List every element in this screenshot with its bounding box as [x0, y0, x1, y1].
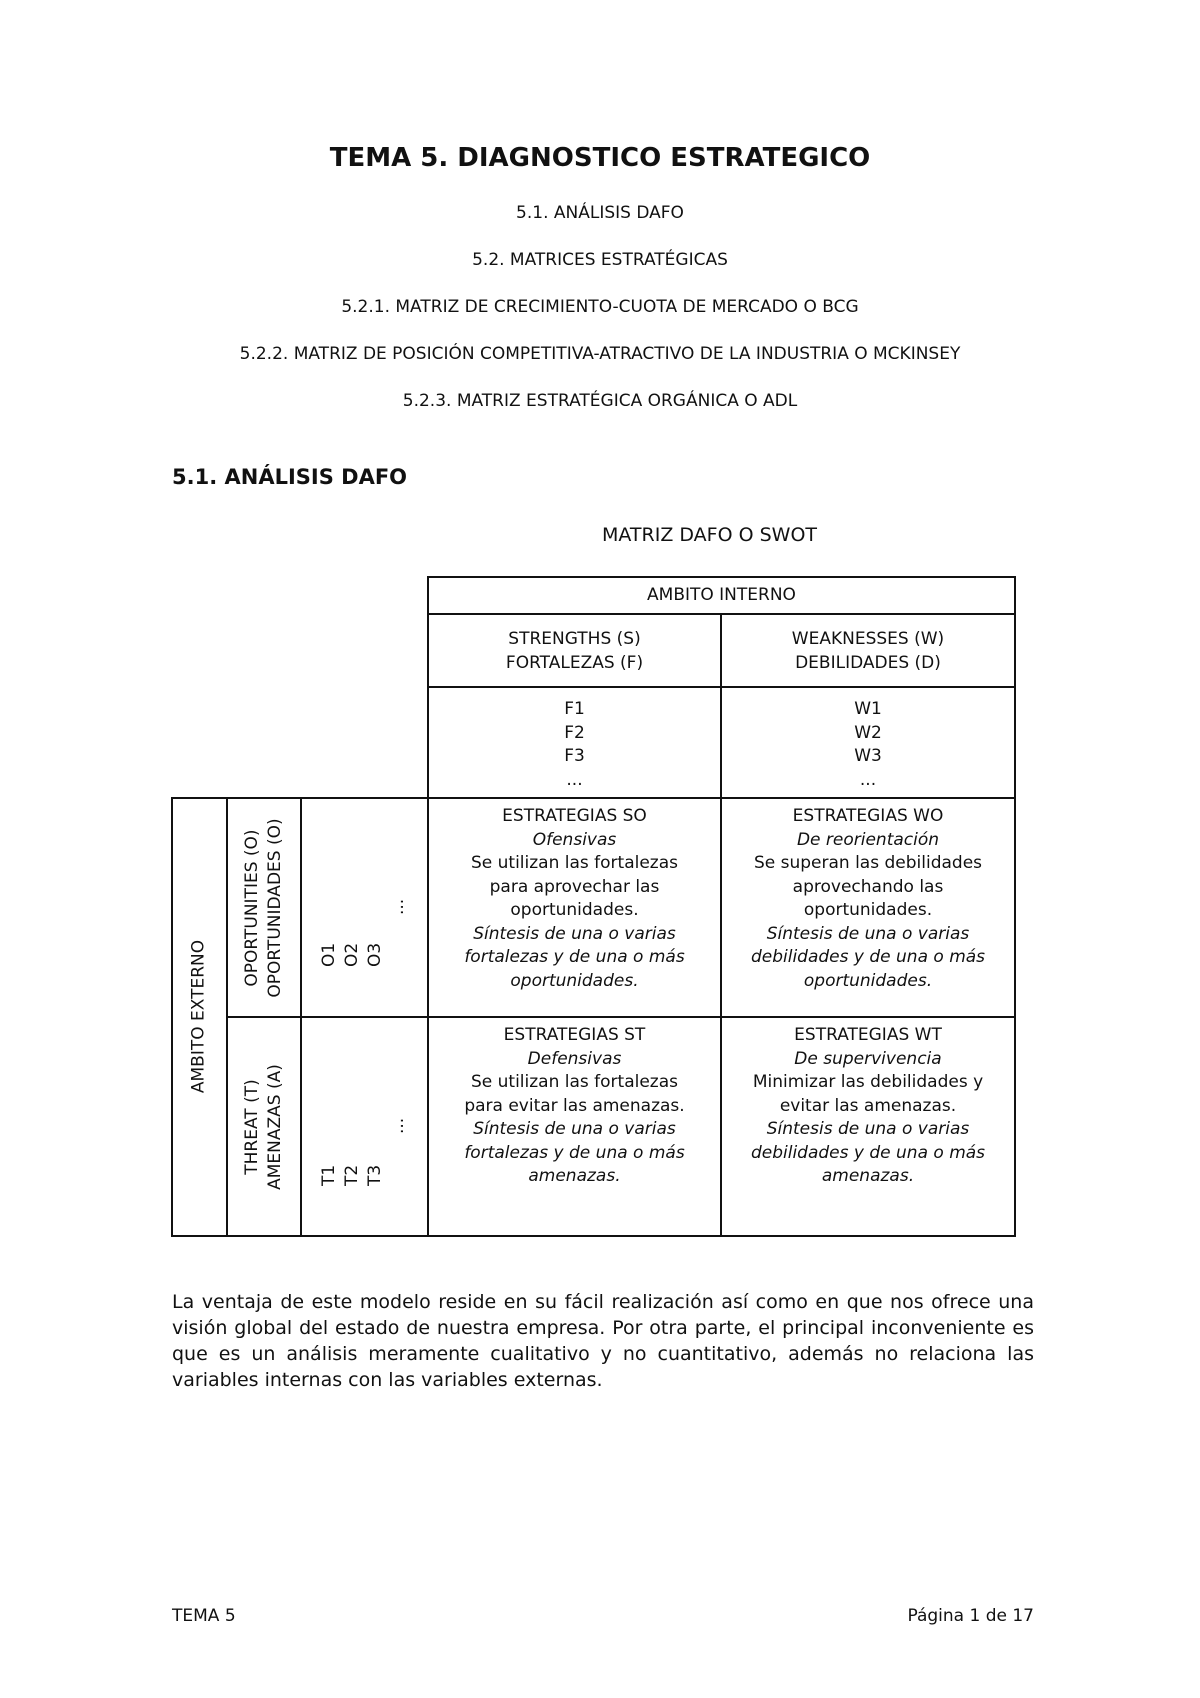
matrix-title: MATRIZ DAFO O SWOT: [602, 524, 818, 546]
list-item: ...: [388, 1117, 408, 1134]
opportunities-list: [318, 847, 410, 967]
strategy-title: ESTRATEGIAS WO: [792, 806, 944, 826]
body-paragraph: La ventaja de este modelo reside en su fácil realización así como en que nos ofrece una visión global del estado de nuestra empresa. Por otra parte, el principal inconveniente es que es un análisis meramente cualitativo y no cuantitativo, además no relaciona las variables internas con las variables externas.: [172, 1291, 1034, 1391]
list-item: ...: [566, 769, 583, 790]
matrix-border: [171, 797, 1016, 799]
strategy-subtitle: De reorientación: [796, 829, 940, 850]
strategy-st-cell: ESTRATEGIAS ST Defensivas Se utilizan las fortalezas para evitar las amenazas. Síntesis de una o varias fortalezas y de una o más amenazas.: [429, 1024, 720, 1189]
matrix-border: [171, 1235, 1016, 1237]
strategy-so-cell: ESTRATEGIAS SO Ofensivas Se utilizan las fortalezas para aprovechar las oportunidades. Síntesis de una o varias fortalezas y de una o más oportunidades.: [429, 805, 720, 993]
threats-header: THREAT (T) AMENAZAS (A): [242, 1064, 285, 1190]
section-heading: 5.1. ANÁLISIS DAFO: [172, 465, 408, 489]
matrix-border: [1014, 576, 1016, 1237]
matrix-border: [226, 797, 228, 1237]
opportunities-header: OPORTUNITIES (O) OPORTUNIDADES (O): [242, 818, 285, 998]
strategy-wo-cell: ESTRATEGIAS WO De reorientación Se superan las debilidades aprovechando las oportunidades. Síntesis de una o varias debilidades y de una o más oportunidades.: [722, 805, 1014, 993]
footer-page-number: Página 1 de 17: [907, 1606, 1034, 1626]
list-item: F3: [564, 746, 585, 766]
matrix-border: [300, 797, 302, 1237]
list-item: W3: [854, 746, 882, 766]
threats-list: [318, 1066, 410, 1186]
toc-item: 5.2.3. MATRIZ ESTRATÉGICA ORGÁNICA O ADL: [402, 391, 798, 411]
weaknesses-list: [722, 698, 1014, 792]
list-item: ...: [859, 769, 877, 790]
strategy-subtitle: De supervivencia: [794, 1048, 942, 1069]
list-item: W2: [854, 722, 882, 743]
toc-item: 5.2. MATRICES ESTRATÉGICAS: [472, 250, 728, 270]
list-item: T1: [319, 1164, 339, 1186]
strategy-title: ESTRATEGIAS WT: [794, 1025, 942, 1045]
matrix-border: [171, 797, 173, 1237]
external-scope-header: AMBITO EXTERNO: [188, 939, 209, 1094]
strategy-subtitle: Defensivas: [527, 1048, 622, 1069]
table-of-contents: [0, 203, 1200, 438]
strategy-title: ESTRATEGIAS ST: [503, 1025, 646, 1045]
strategy-title: ESTRATEGIAS SO: [502, 806, 647, 826]
internal-scope-header: AMBITO INTERNO: [647, 585, 796, 605]
strengths-header: STRENGTHS (S) FORTALEZAS (F): [505, 629, 644, 673]
list-item: O3: [365, 942, 385, 967]
list-item: T3: [365, 1164, 385, 1186]
strategy-subtitle: Ofensivas: [532, 829, 617, 850]
list-item: T2: [342, 1164, 362, 1186]
list-item: O2: [342, 942, 362, 967]
strategy-wt-cell: ESTRATEGIAS WT De supervivencia Minimizar las debilidades y evitar las amenazas. Síntesis de una o varias debilidades y de una o más amenazas.: [722, 1024, 1014, 1189]
footer-left: TEMA 5: [172, 1606, 236, 1626]
toc-item: 5.2.2. MATRIZ DE POSICIÓN COMPETITIVA-ATRACTIVO DE LA INDUSTRIA O MCKINSEY: [239, 344, 961, 364]
list-item: W1: [854, 699, 882, 719]
list-item: O1: [319, 942, 339, 967]
matrix-border: [226, 1016, 1016, 1018]
toc-item: 5.1. ANÁLISIS DAFO: [516, 203, 684, 223]
list-item: F1: [564, 699, 585, 719]
list-item: F2: [564, 722, 585, 743]
strengths-list: [429, 698, 720, 792]
toc-item: 5.2.1. MATRIZ DE CRECIMIENTO-CUOTA DE MERCADO O BCG: [341, 297, 859, 317]
page-title: TEMA 5. DIAGNOSTICO ESTRATEGICO: [329, 143, 871, 173]
weaknesses-header: WEAKNESSES (W) DEBILIDADES (D): [791, 629, 945, 673]
matrix-border: [427, 576, 1016, 578]
list-item: ...: [388, 898, 408, 915]
